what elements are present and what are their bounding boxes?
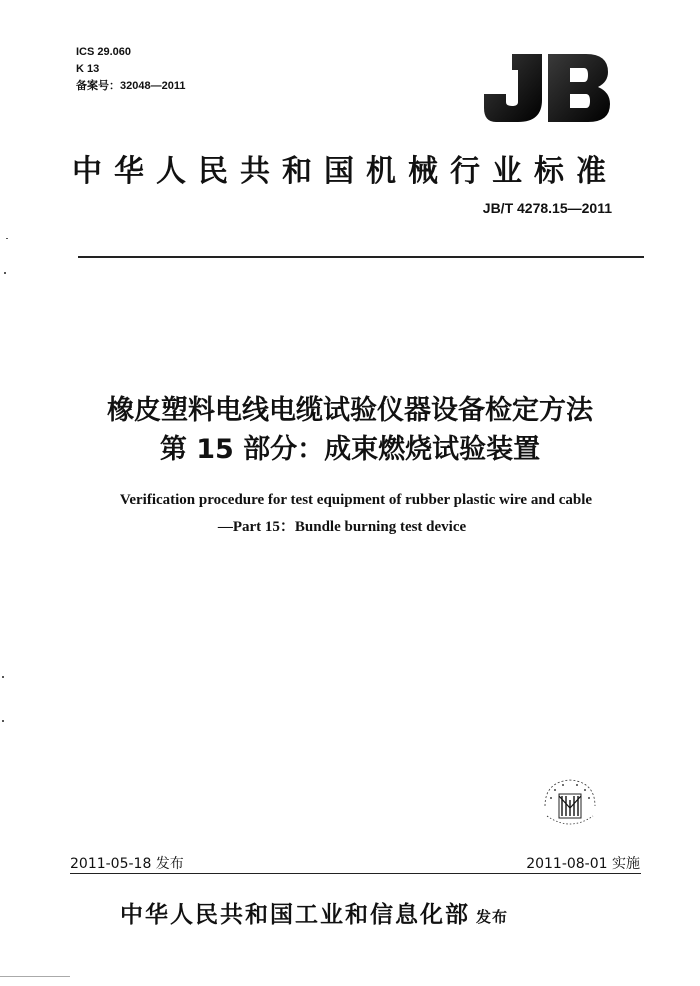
publisher-name: 中华人民共和国工业和信息化部 xyxy=(120,902,470,928)
record-number: 备案号：32048—2011 xyxy=(76,80,186,92)
scan-edge-line xyxy=(0,976,70,977)
issue-date: 2011-05-18 发布 xyxy=(70,856,184,872)
english-title-line2: —Part 15：Bundle burning test device xyxy=(217,519,467,535)
publisher-suffix: 发布 xyxy=(476,908,509,926)
chinese-title-line1: 橡皮塑料电线电缆试验仪器设备检定方法 xyxy=(107,395,593,426)
english-title-line1: Verification procedure for test equipment of rubber plastic wire and cable xyxy=(119,492,593,508)
standard-number: JB/T 4278.15—2011 xyxy=(482,200,612,216)
ics-code: ICS 29.060 xyxy=(76,46,132,58)
category-code: K 13 xyxy=(76,63,100,75)
ministry-standard-title: 中华人民共和国机械行业标准 xyxy=(72,154,618,189)
chinese-title-line2: 第 15 部分：成束燃烧试验装置 xyxy=(159,434,541,465)
implementation-date: 2011-08-01 实施 xyxy=(526,856,640,872)
